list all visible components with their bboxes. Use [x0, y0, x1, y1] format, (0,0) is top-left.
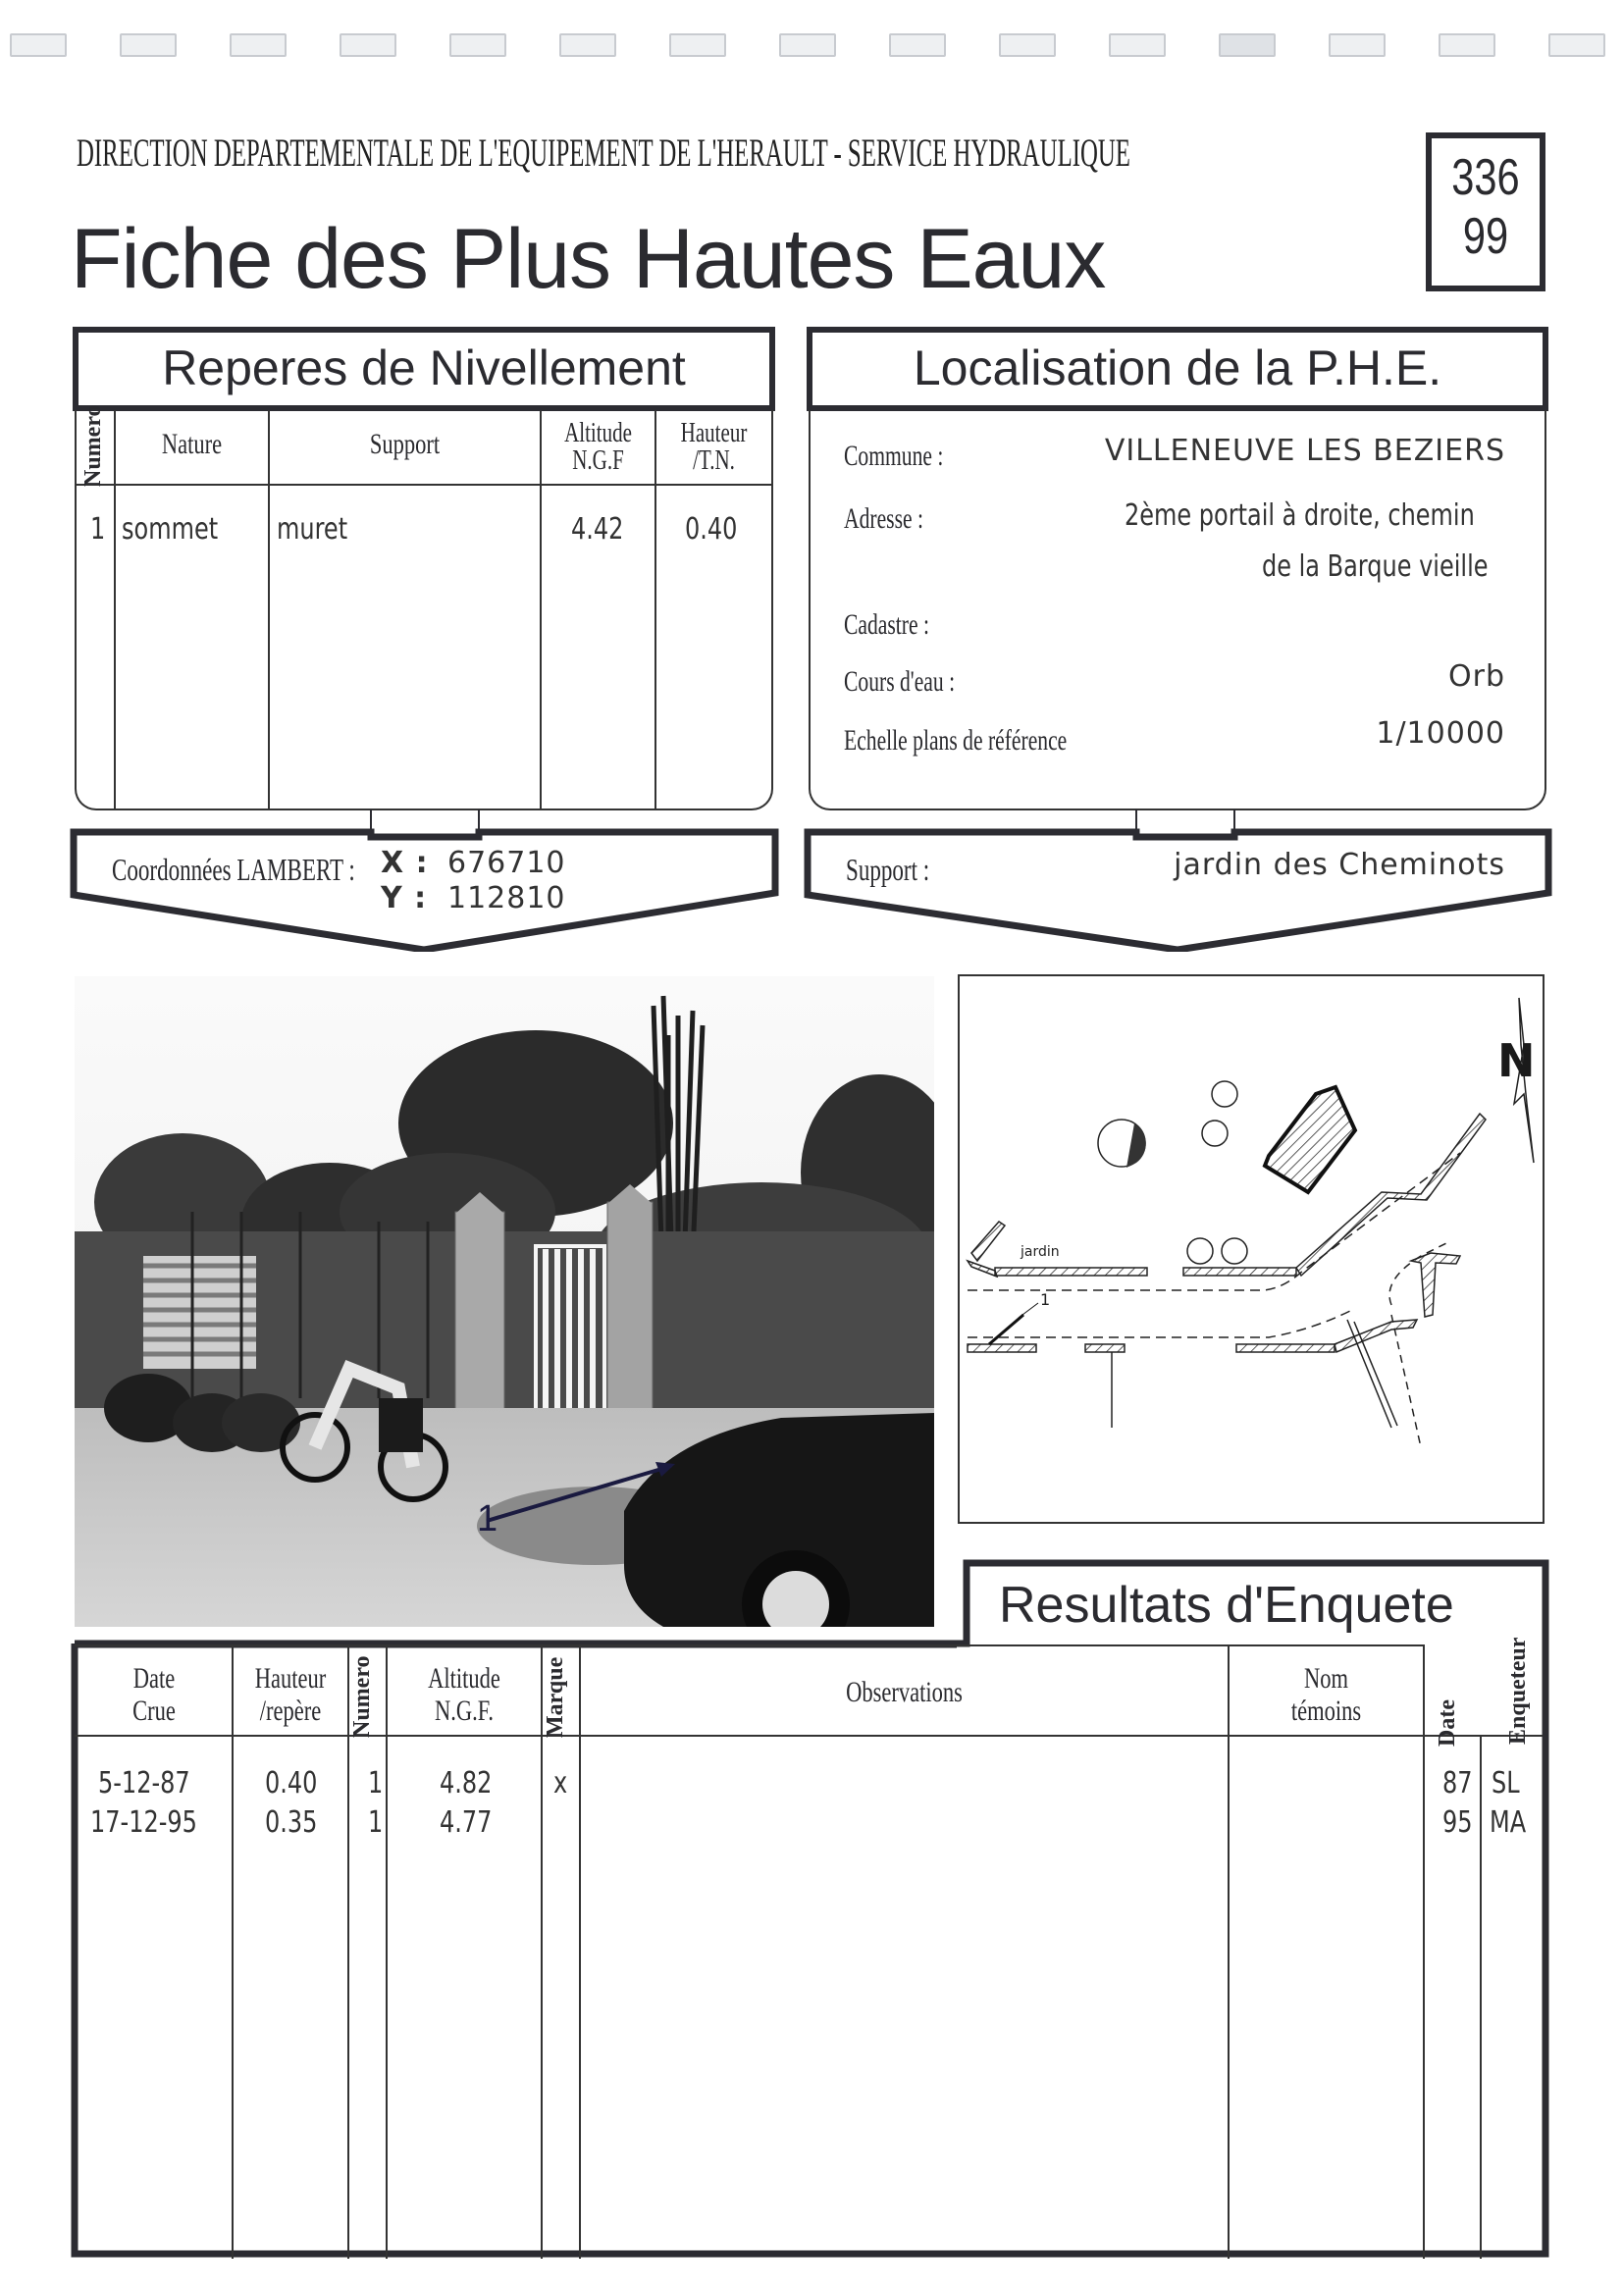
col-header-nom-line2: témoins — [1290, 1695, 1362, 1727]
binding-hole — [1548, 33, 1605, 57]
col-header-hauteur-line1: Hauteur — [254, 1662, 327, 1695]
col-divider — [654, 410, 656, 810]
map-jardin-label: jardin — [1021, 1244, 1060, 1260]
north-label: N — [1497, 1034, 1536, 1087]
col-divider — [386, 1644, 388, 2259]
col-header-date: Date — [1435, 1699, 1460, 1747]
col-header-date-crue-line2: Crue — [132, 1695, 176, 1727]
col-divider — [268, 410, 270, 810]
cell-date: 87 — [1442, 1766, 1473, 1800]
cours-eau-value: Orb — [1448, 659, 1505, 694]
col-divider — [540, 410, 542, 810]
cell-date-crue: 5-12-87 — [98, 1766, 190, 1800]
resultats-frame — [69, 1555, 1552, 2262]
localisation-title: Localisation de la P.H.E. — [913, 340, 1442, 395]
col-header-hauteur — [671, 420, 758, 475]
commune-value: VILLENEUVE LES BEZIERS — [1104, 434, 1505, 468]
adresse-line2: de la Barque vieille — [1262, 549, 1489, 584]
col-header-marque: Marque — [543, 1656, 568, 1738]
col-header-nom-line1: Nom — [1304, 1662, 1348, 1695]
col-header-altitude-line2: N.G.F. — [434, 1695, 495, 1727]
cadastre-label: Cadastre : — [844, 608, 929, 641]
col-header-numero: Numero — [80, 404, 106, 487]
binding-hole — [1219, 33, 1276, 57]
col-header-altitude — [407, 1662, 522, 1727]
col-header-nature: Nature — [161, 428, 223, 460]
col-divider — [114, 410, 116, 810]
col-header-observations: Observations — [846, 1676, 963, 1708]
department-heading: DIRECTION DEPARTEMENTALE DE L'EQUIPEMENT DE L'HERAULT - SERVICE HYDRAULIQUE — [77, 130, 1130, 175]
cell-altitude: 4.42 — [571, 512, 624, 547]
header-divider — [75, 484, 773, 486]
lambert-x-label: X : — [381, 846, 429, 880]
binding-hole — [1109, 33, 1166, 57]
col-divider — [579, 1644, 581, 2259]
col-header-hauteur-repere — [248, 1662, 334, 1727]
row-divider — [75, 1644, 1425, 1646]
col-header-altitude-line2: N.G.F — [572, 445, 624, 476]
col-divider — [1423, 1644, 1425, 2259]
photo-marker-label: 1 — [477, 1498, 498, 1539]
reperes-heading — [73, 327, 775, 411]
col-divider — [1228, 1644, 1230, 2259]
binding-hole — [230, 33, 287, 57]
header-divider — [75, 1735, 1543, 1737]
binding-hole — [999, 33, 1056, 57]
cell-date-crue: 17-12-95 — [90, 1805, 197, 1840]
binding-hole — [1439, 33, 1495, 57]
reperes-table — [75, 404, 773, 810]
location-map — [958, 974, 1544, 1524]
support-value: jardin des Cheminots — [1174, 848, 1505, 882]
col-header-altitude-line1: Altitude — [428, 1662, 500, 1695]
lambert-y-value: 112810 — [447, 881, 566, 915]
col-header-hauteur-line2: /T.N. — [693, 445, 735, 476]
cell-nature: sommet — [122, 512, 219, 547]
binding-holes — [0, 0, 1623, 88]
cell-altitude: 4.82 — [440, 1766, 493, 1800]
binding-hole — [669, 33, 726, 57]
sheet-year: 99 — [1462, 208, 1509, 265]
cell-hauteur: 0.40 — [685, 512, 738, 547]
cell-date: 95 — [1442, 1805, 1473, 1840]
cell-numero: 1 — [368, 1805, 384, 1840]
col-header-date-crue — [96, 1662, 213, 1727]
binding-hole — [1329, 33, 1386, 57]
photo-illustration — [75, 976, 934, 1627]
cours-eau-label: Cours d'eau : — [844, 665, 956, 698]
col-divider — [232, 1644, 234, 2259]
lambert-x-value: 676710 — [447, 846, 566, 880]
map-marker-label: 1 — [1040, 1290, 1051, 1309]
resultats-title: Resultats d'Enquete — [999, 1577, 1454, 1634]
binding-hole — [449, 33, 506, 57]
binding-hole — [120, 33, 177, 57]
cell-enqueteur: SL — [1492, 1766, 1520, 1800]
col-header-hauteur-line2: /repère — [259, 1695, 322, 1727]
binding-hole — [10, 33, 67, 57]
echelle-label: Echelle plans de référence — [844, 724, 1068, 757]
col-header-altitude-line1: Altitude — [564, 418, 632, 448]
echelle-value: 1/10000 — [1376, 716, 1505, 751]
cell-hauteur: 0.35 — [265, 1805, 318, 1840]
col-header-temoins — [1254, 1662, 1399, 1727]
binding-hole — [779, 33, 836, 57]
adresse-line1: 2ème portail à droite, chemin — [1125, 498, 1475, 533]
cell-numero: 1 — [90, 512, 106, 547]
map-drawing — [960, 976, 1543, 1522]
col-header-altitude — [555, 420, 640, 475]
site-photo — [75, 976, 934, 1627]
col-header-date-crue-line1: Date — [132, 1662, 176, 1695]
cell-hauteur: 0.40 — [265, 1766, 318, 1800]
adresse-label: Adresse : — [844, 502, 923, 535]
cell-enqueteur: MA — [1490, 1805, 1527, 1840]
support-label: Support : — [846, 852, 930, 887]
col-header-support: Support — [369, 428, 441, 460]
lambert-label: Coordonnées LAMBERT : — [112, 852, 355, 887]
sheet-number-box — [1426, 132, 1545, 291]
binding-hole — [559, 33, 616, 57]
cell-marque: x — [553, 1766, 568, 1800]
cell-support: muret — [277, 512, 348, 547]
reperes-title: Reperes de Nivellement — [162, 340, 686, 395]
col-divider — [1480, 1735, 1482, 2259]
page-title: Fiche des Plus Hautes Eaux — [71, 212, 1106, 306]
sheet-number: 336 — [1451, 149, 1520, 206]
lambert-y-label: Y : — [381, 881, 428, 915]
col-header-enqueteur: Enqueteur — [1505, 1637, 1531, 1745]
binding-hole — [889, 33, 946, 57]
cell-numero: 1 — [368, 1766, 384, 1800]
col-header-numero: Numero — [349, 1655, 375, 1738]
col-header-hauteur-line1: Hauteur — [680, 418, 748, 448]
localisation-heading — [807, 327, 1548, 411]
commune-label: Commune : — [844, 440, 944, 472]
cell-altitude: 4.77 — [440, 1805, 493, 1840]
binding-hole — [340, 33, 396, 57]
